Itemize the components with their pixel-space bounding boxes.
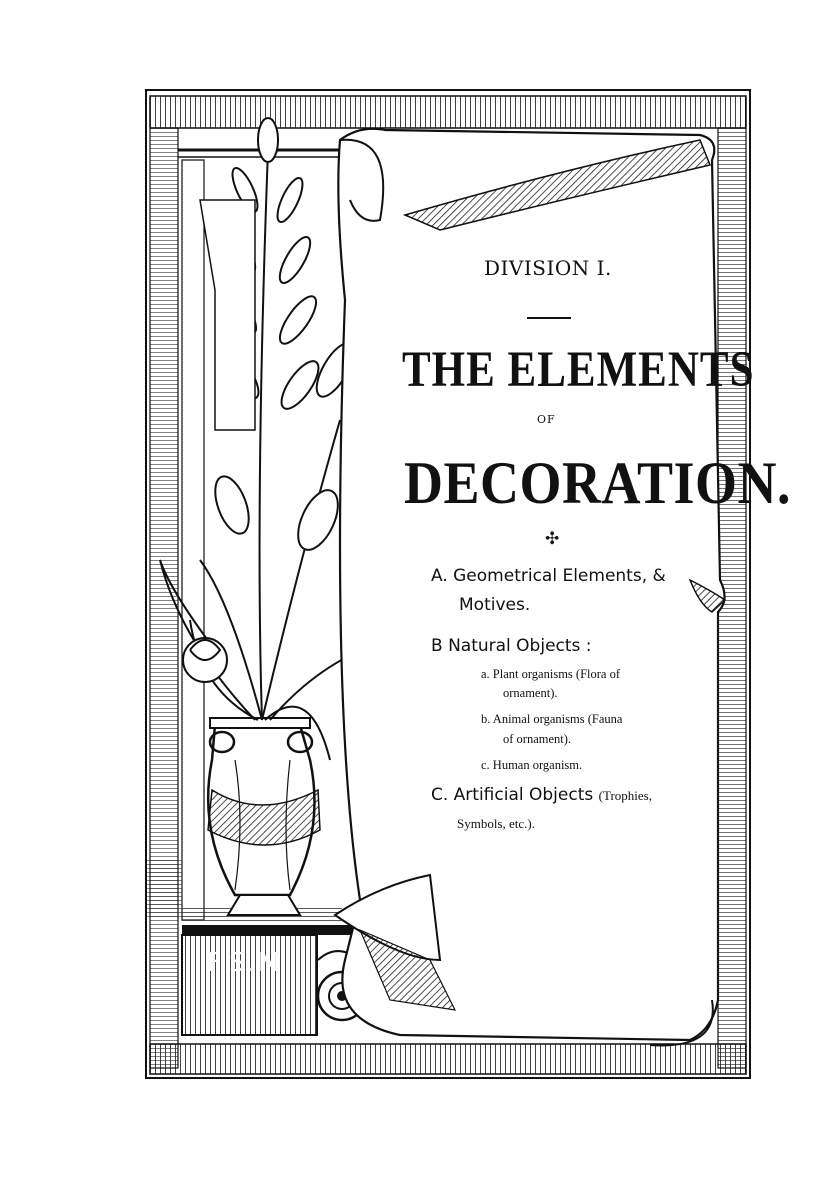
contents-a-line1: A. Geometrical Elements, &	[431, 566, 666, 586]
contents-c-line1	[431, 785, 652, 805]
pedestal	[182, 925, 366, 1035]
division-heading: DIVISION I.	[484, 256, 612, 280]
ornament-icon: ✣	[545, 529, 560, 549]
contents-c-main: C. Artificial Objects	[431, 785, 599, 805]
title-of: OF	[537, 413, 556, 426]
monogram: F.S.M	[206, 948, 283, 978]
contents-c-line2: Symbols, etc.).	[457, 816, 535, 831]
title-rule	[527, 317, 571, 319]
title-line-2: DECORATION.	[404, 449, 792, 517]
vase	[208, 718, 320, 915]
contents-b-line1: B Natural Objects :	[431, 636, 592, 656]
contents-b-a-line2: ornament).	[503, 686, 558, 700]
contents-b-a-line1: a. Plant organisms (Flora of	[481, 667, 620, 681]
contents-b-b-line2: of ornament).	[503, 732, 572, 746]
contents-a-line2: Motives.	[459, 595, 531, 615]
contents-b-c-line1: c. Human organism.	[481, 758, 583, 772]
title-line-1: THE ELEMENTS	[402, 342, 755, 398]
contents-c-paren: (Trophies,	[598, 788, 652, 803]
contents-b-b-line1: b. Animal organisms (Fauna	[481, 712, 623, 726]
